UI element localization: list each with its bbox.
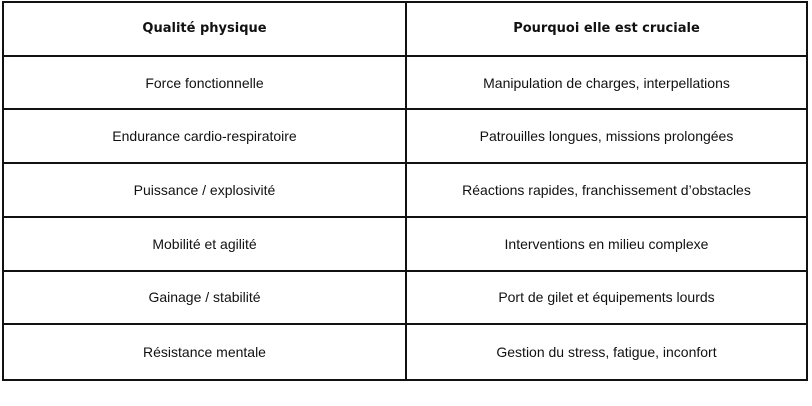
reason-cell: Patrouilles longues, missions prolongées <box>407 110 806 164</box>
quality-cell: Résistance mentale <box>4 325 407 379</box>
quality-cell: Endurance cardio-respiratoire <box>4 110 407 164</box>
reason-cell: Réactions rapides, franchissement d’obstacles <box>407 164 806 218</box>
physical-qualities-table <box>2 1 808 381</box>
reason-cell: Port de gilet et équipements lourds <box>407 272 806 326</box>
header-quality: Qualité physique <box>4 3 407 57</box>
header-why-crucial: Pourquoi elle est cruciale <box>407 3 806 57</box>
quality-cell: Mobilité et agilité <box>4 218 407 272</box>
quality-cell: Gainage / stabilité <box>4 272 407 326</box>
reason-cell: Manipulation de charges, interpellations <box>407 57 806 111</box>
quality-cell: Force fonctionnelle <box>4 57 407 111</box>
quality-cell: Puissance / explosivité <box>4 164 407 218</box>
reason-cell: Gestion du stress, fatigue, inconfort <box>496 344 717 361</box>
reason-cell: Interventions en milieu complexe <box>407 218 806 272</box>
